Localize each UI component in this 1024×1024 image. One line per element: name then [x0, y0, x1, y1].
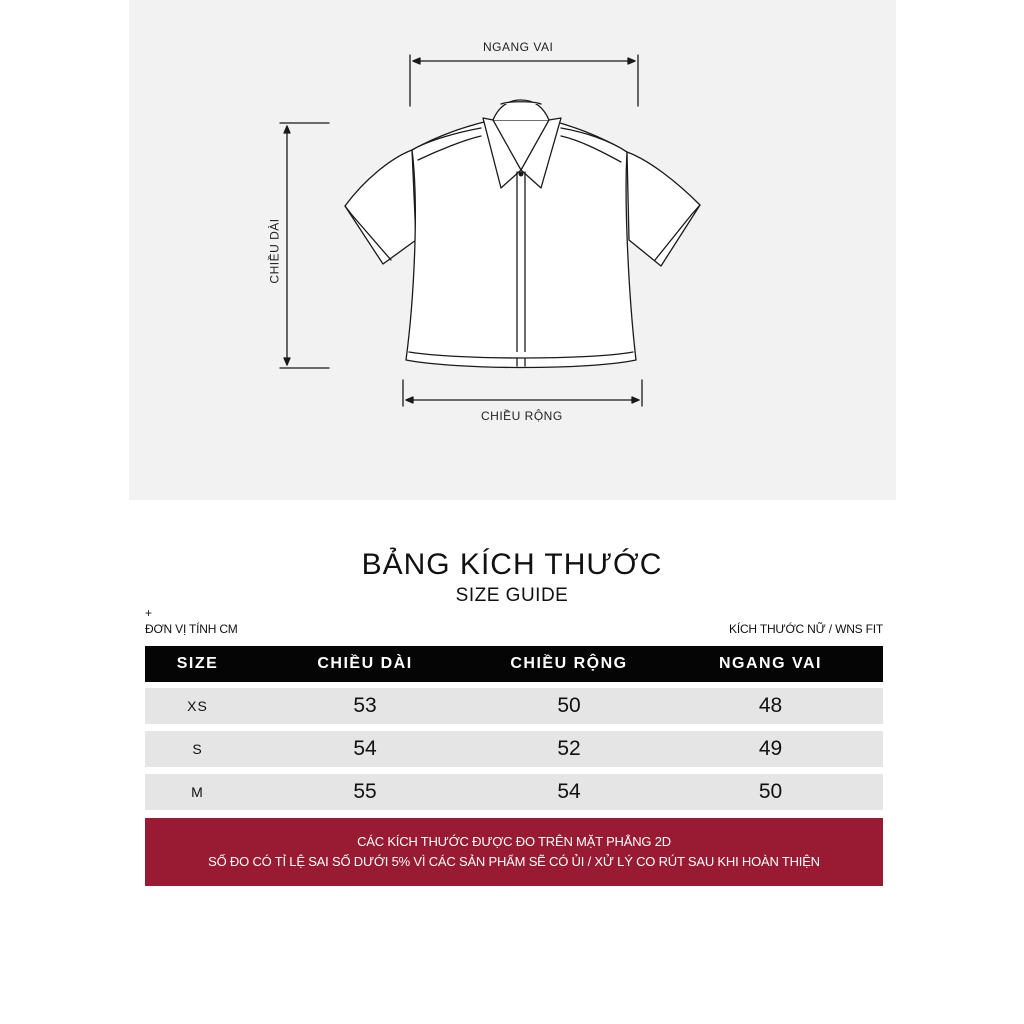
diagram-panel: [129, 0, 896, 500]
width-cell: 54: [557, 780, 581, 803]
unit-note: ĐƠN VỊ TÍNH CM: [145, 622, 238, 636]
shoulder-cell: 50: [758, 780, 783, 803]
column-header-size: SIZE: [176, 655, 219, 672]
shoulder-dimension-line: [410, 55, 638, 106]
length-cell: 53: [353, 694, 377, 717]
column-header-width: CHIỀU RỘNG: [510, 655, 628, 672]
width-cell: 50: [557, 694, 581, 717]
table-header: [145, 646, 883, 682]
table-row: [145, 731, 883, 767]
size-cell: M: [191, 784, 204, 800]
width-label: CHIỀU RỘNG: [481, 409, 563, 423]
size-table: [145, 646, 883, 817]
page-title: BẢNG KÍCH THƯỚC: [361, 548, 663, 581]
width-dimension-line: [403, 380, 642, 406]
fit-note: KÍCH THƯỚC NỮ / WNS FIT: [729, 622, 883, 636]
table-row: [145, 774, 883, 810]
shoulder-cell: 49: [758, 737, 783, 760]
page-subtitle: SIZE GUIDE: [455, 585, 569, 606]
length-label: CHIỀU DÀI: [267, 218, 282, 284]
length-cell: 54: [353, 737, 377, 760]
size-cell: XS: [187, 698, 208, 714]
size-cell: S: [192, 741, 203, 757]
length-cell: 55: [353, 780, 377, 803]
shirt-outline: [345, 100, 700, 368]
notice-line-2: SỐ ĐO CÓ TỈ LỆ SAI SỐ DƯỚI 5% VÌ CÁC SẢN PHẨM SẼ CÓ ỦI / XỬ LÝ CO RÚT SAU KHI HOÀN THIỆN: [208, 854, 820, 869]
width-cell: 52: [557, 737, 581, 760]
column-header-shoulder: NGANG VAI: [719, 655, 822, 672]
length-dimension-line: [280, 123, 329, 368]
shoulder-label: NGANG VAI: [483, 40, 554, 54]
shirt-diagram: [129, 0, 896, 500]
plus-mark: +: [145, 606, 153, 620]
column-header-length: CHIỀU DÀI: [317, 655, 413, 672]
shoulder-cell: 48: [758, 694, 783, 717]
table-row: [145, 688, 883, 724]
notice-line-1: CÁC KÍCH THƯỚC ĐƯỢC ĐO TRÊN MẶT PHẲNG 2D: [357, 834, 671, 849]
measurement-notice: [145, 818, 883, 886]
